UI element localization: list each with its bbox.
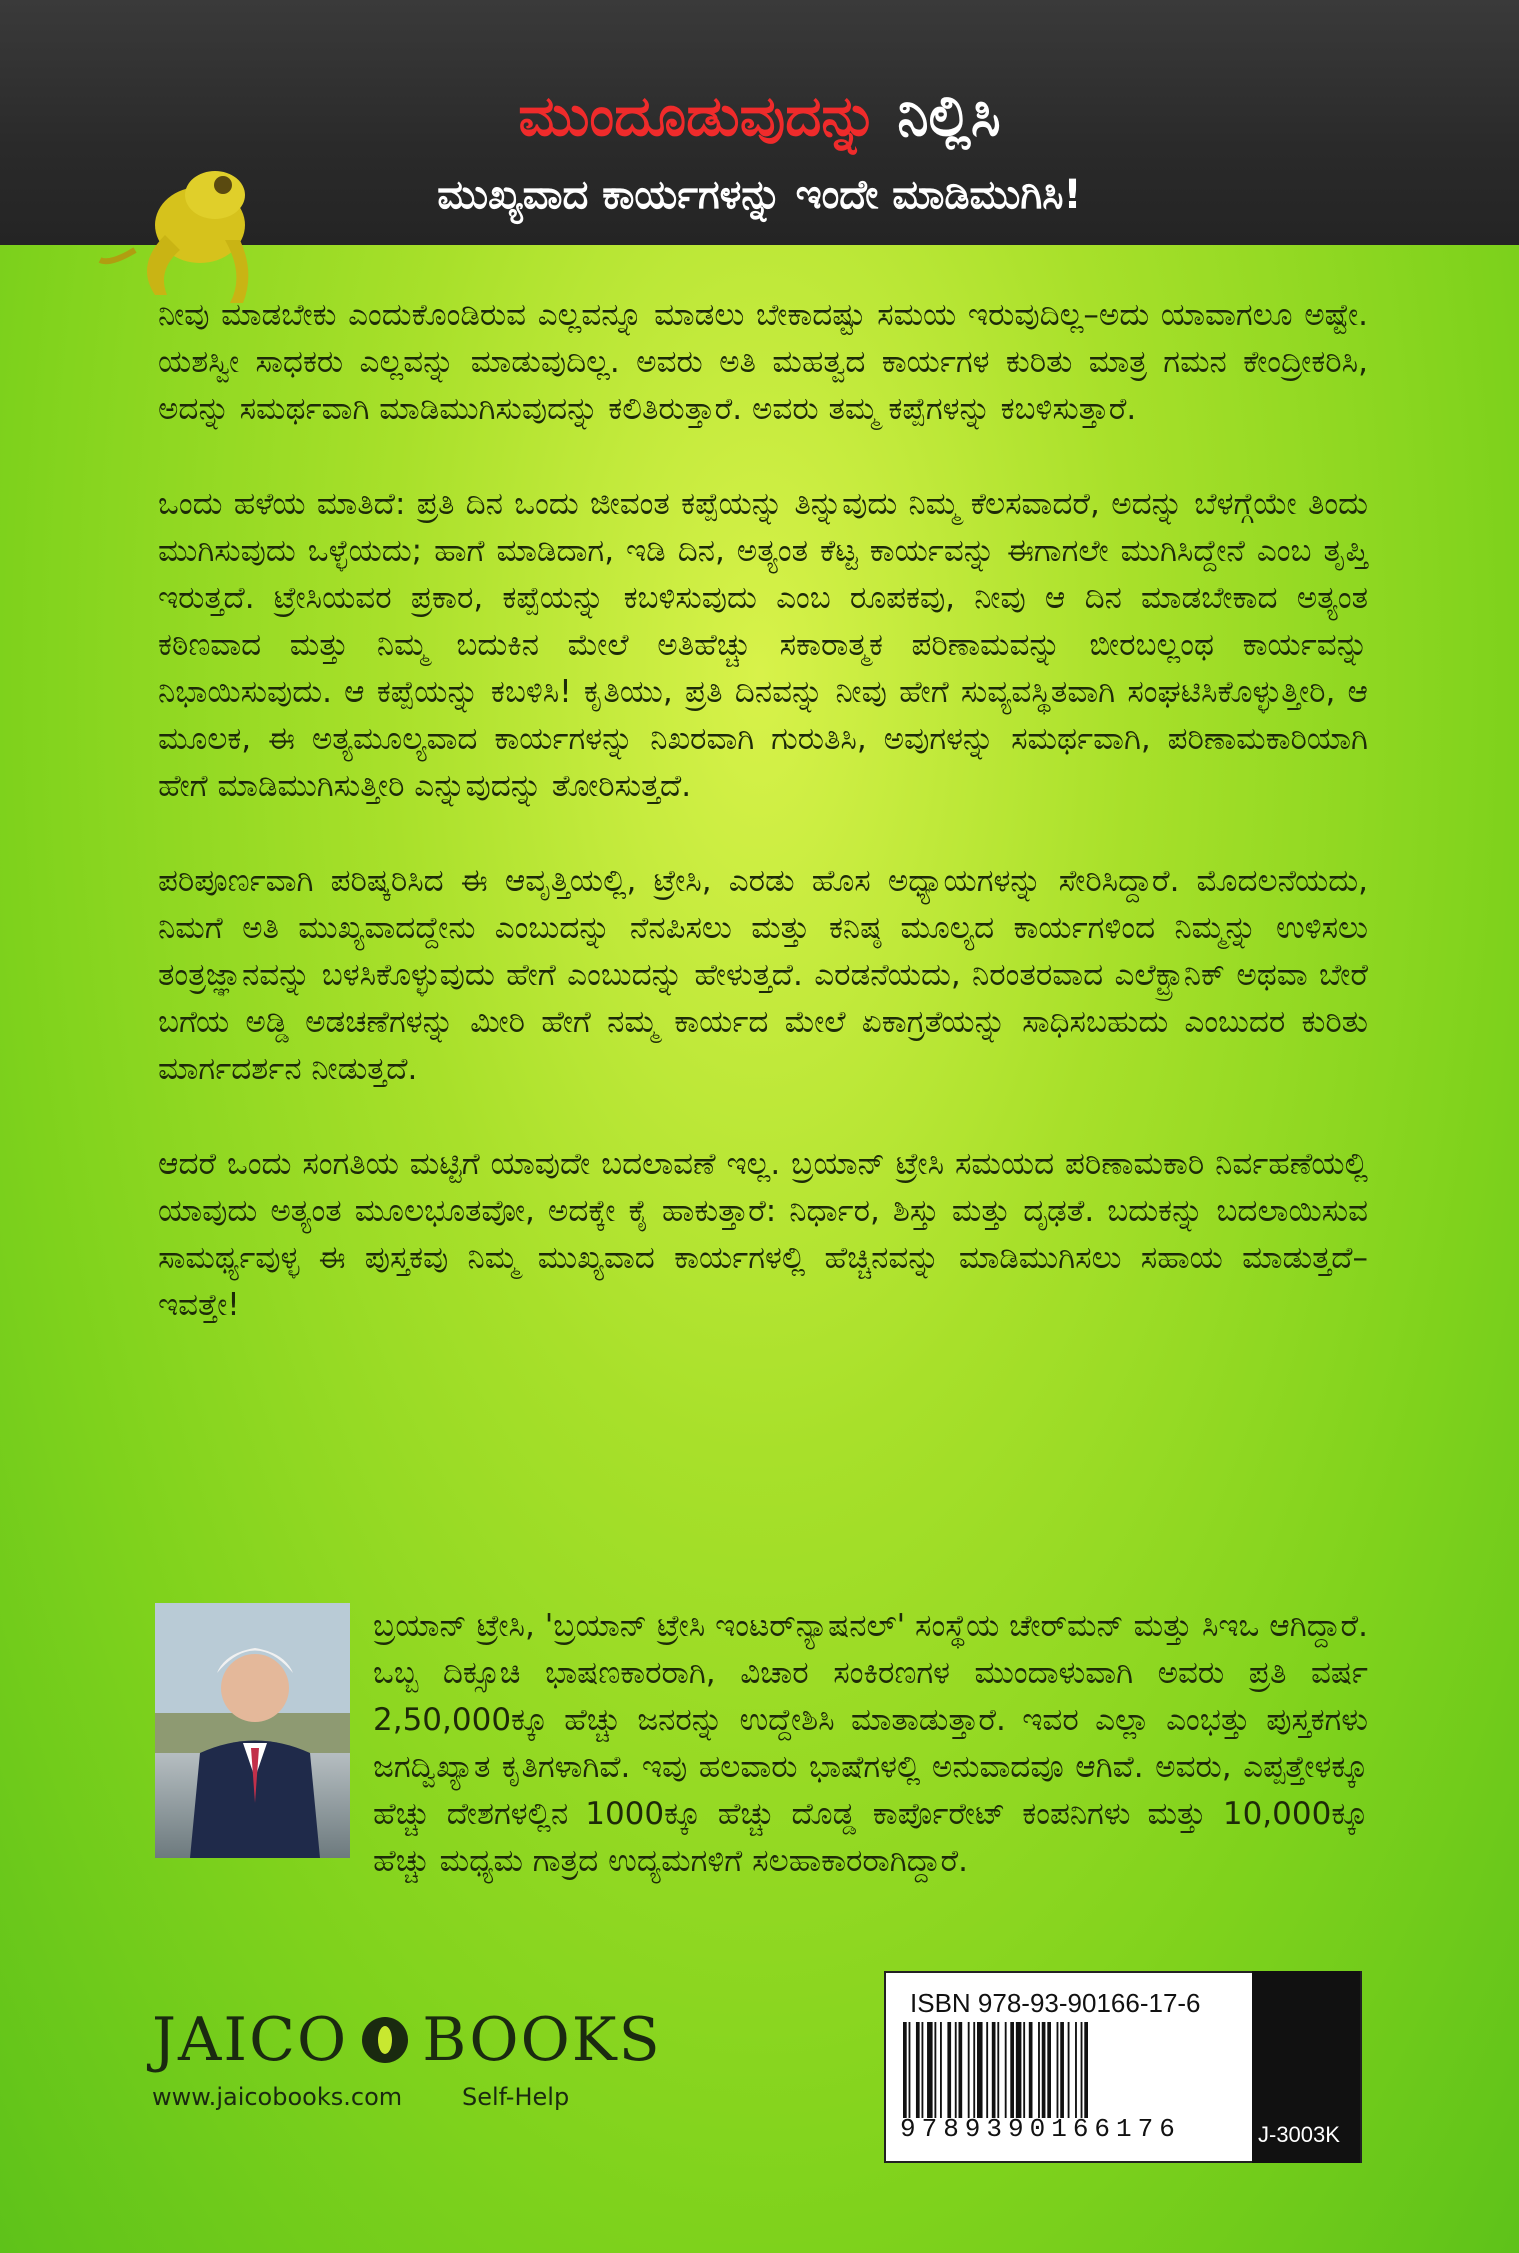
publisher-name-right: BOOKS [422,2005,662,2075]
book-subtitle: ಮುಖ್ಯವಾದ ಕಾರ್ಯಗಳನ್ನು ಇಂದೇ ಮಾಡಿಮುಗಿಸಿ! [437,172,1082,218]
title-red-part: ಮುಂದೂಡುವುದನ್ನು [518,84,878,149]
publisher-logo [152,2005,662,2075]
blurb-paragraph-2: ಒಂದು ಹಳೆಯ ಮಾತಿದೆ: ಪ್ರತಿ ದಿನ ಒಂದು ಜೀವಂತ ಕಪ್ಪೆಯನ್ನು ತಿನ್ನುವುದು ನಿಮ್ಮ ಕೆಲಸವಾದರೆ, ಅದನ್ನು ಬೆಳಗ್ಗೆಯೇ ತಿಂದು ಮುಗಿಸುವುದು ಒಳ್ಳೆಯದು; ಹಾಗೆ ಮಾಡಿದಾಗ, ಇಡಿ ದಿನ, ಅತ್ಯಂತ ಕೆಟ್ಟ ಕಾರ್ಯವನ್ನು ಈಗಾಗಲೇ ಮುಗಿಸಿದ್ದೇನೆ ಎಂಬ ತೃಪ್ತಿ ಇರುತ್ತದೆ. ಟ್ರೇಸಿಯವರ ಪ್ರಕಾರ, ಕಪ್ಪೆಯನ್ನು ಕಬಳಿಸುವುದು ಎಂಬ ರೂಪಕವು, ನೀವು ಆ ದಿನ ಮಾಡಬೇಕಾದ ಅತ್ಯಂತ ಕಠಿಣವಾದ ಮತ್ತು ನಿಮ್ಮ ಬದುಕಿನ ಮೇಲೆ ಅತಿಹೆಚ್ಚು ಸಕಾರಾತ್ಮಕ ಪರಿಣಾಮವನ್ನು ಬೀರಬಲ್ಲಂಥ ಕಾರ್ಯವನ್ನು ನಿಭಾಯಿಸುವುದು. ಆ ಕಪ್ಪೆಯನ್ನು ಕಬಳಿಸಿ! ಕೃತಿಯು, ಪ್ರತಿ ದಿನವನ್ನು ನೀವು ಹೇಗೆ ಸುವ್ಯವಸ್ಥಿತವಾಗಿ ಸಂಘಟಿಸಿಕೊಳ್ಳುತ್ತೀರಿ, ಆ ಮೂಲಕ, ಈ ಅತ್ಯಮೂಲ್ಯವಾದ ಕಾರ್ಯಗಳನ್ನು ನಿಖರವಾಗಿ ಗುರುತಿಸಿ, ಅವುಗಳನ್ನು ಸಮರ್ಥವಾಗಿ, ಪರಿಣಾಮಕಾರಿಯಾಗಿ ಹೇಗೆ ಮಾಡಿಮುಗಿಸುತ್ತೀರಿ ಎನ್ನುವುದನ್ನು ತೋರಿಸುತ್ತದೆ. [158,486,1368,804]
blurb-paragraph-4: ಆದರೆ ಒಂದು ಸಂಗತಿಯ ಮಟ್ಟಿಗೆ ಯಾವುದೇ ಬದಲಾವಣೆ ಇಲ್ಲ. ಬ್ರಯಾನ್ ಟ್ರೇಸಿ ಸಮಯದ ಪರಿಣಾಮಕಾರಿ ನಿರ್ವಹಣೆಯಲ್ಲಿ ಯಾವುದು ಅತ್ಯಂತ ಮೂಲಭೂತವೋ, ಅದಕ್ಕೇ ಕೈ ಹಾಕುತ್ತಾರೆ: ನಿರ್ಧಾರ, ಶಿಸ್ತು ಮತ್ತು ದೃಢತೆ. ಬದುಕನ್ನು ಬದಲಾಯಿಸುವ ಸಾಮರ್ಥ್ಯವುಳ್ಳ ಈ ಪುಸ್ತಕವು ನಿಮ್ಮ ಮುಖ್ಯವಾದ ಕಾರ್ಯಗಳಲ್ಲಿ ಹೆಚ್ಚಿನವನ್ನು ಮಾಡಿಮುಗಿಸಲು ಸಹಾಯ ಮಾಡುತ್ತದೆ– ಇವತ್ತೇ! [158,1146,1368,1323]
publisher-name-left: JAICO [152,2005,349,2075]
book-category: Self-Help [462,2083,570,2111]
barcode-number: 9789390166176 [900,2114,1181,2144]
publisher-website: www.jaicobooks.com [152,2083,403,2111]
title-white-part: ನಿಲ್ಲಿಸಿ [897,84,1001,149]
author-bio [158,1603,1368,1885]
blurb-paragraph-3: ಪರಿಪೂರ್ಣವಾಗಿ ಪರಿಷ್ಕರಿಸಿದ ಈ ಆವೃತ್ತಿಯಲ್ಲಿ, ಟ್ರೇಸಿ, ಎರಡು ಹೊಸ ಅಧ್ಯಾಯಗಳನ್ನು ಸೇರಿಸಿದ್ದಾರೆ. ಮೊದಲನೆಯದು, ನಿಮಗೆ ಅತಿ ಮುಖ್ಯವಾದದ್ದೇನು ಎಂಬುದನ್ನು ನೆನಪಿಸಲು ಮತ್ತು ಕನಿಷ್ಠ ಮೂಲ್ಯದ ಕಾರ್ಯಗಳಿಂದ ನಿಮ್ಮನ್ನು ಉಳಿಸಲು ತಂತ್ರಜ್ಞಾನವನ್ನು ಬಳಸಿಕೊಳ್ಳುವುದು ಹೇಗೆ ಎಂಬುದನ್ನು ಹೇಳುತ್ತದೆ. ಎರಡನೆಯದು, ನಿರಂತರವಾದ ಎಲೆಕ್ಟ್ರಾನಿಕ್ ಅಥವಾ ಬೇರೆ ಬಗೆಯ ಅಡ್ಡಿ ಅಡಚಣೆಗಳನ್ನು ಮೀರಿ ಹೇಗೆ ನಮ್ಮ ಕಾರ್ಯದ ಮೇಲೆ ಏಕಾಗ್ರತೆಯನ್ನು ಸಾಧಿಸಬಹುದು ಎಂಬುದರ ಕುರಿತು ಮಾರ್ಗದರ್ಶನ ನೀಡುತ್ತದೆ. [158,863,1368,1087]
blurb-paragraph-1: ನೀವು ಮಾಡಬೇಕು ಎಂದುಕೊಂಡಿರುವ ಎಲ್ಲವನ್ನೂ ಮಾಡಲು ಬೇಕಾದಷ್ಟು ಸಮಯ ಇರುವುದಿಲ್ಲ–ಅದು ಯಾವಾಗಲೂ ಅಷ್ಟೇ. ಯಶಸ್ವೀ ಸಾಧಕರು ಎಲ್ಲವನ್ನು ಮಾಡುವುದಿಲ್ಲ. ಅವರು ಅತಿ ಮಹತ್ವದ ಕಾರ್ಯಗಳ ಕುರಿತು ಮಾತ್ರ ಗಮನ ಕೇಂದ್ರೀಕರಿಸಿ, ಅದನ್ನು ಸಮರ್ಥವಾಗಿ ಮಾಡಿಮುಗಿಸುವುದನ್ನು ಕಲಿತಿರುತ್ತಾರೆ. ಅವರು ತಮ್ಮ ಕಪ್ಪೆಗಳನ್ನು ಕಬಳಿಸುತ್ತಾರೆ. [158,297,1368,427]
author-bio-text: ಬ್ರಯಾನ್ ಟ್ರೇಸಿ, 'ಬ್ರಯಾನ್ ಟ್ರೇಸಿ ಇಂಟರ್‌ನ್ಯಾಷನಲ್' ಸಂಸ್ಥೆಯ ಚೇರ್‌ಮನ್ ಮತ್ತು ಸಿಇಒ ಆಗಿದ್ದಾರೆ. ಒಬ್ಬ ದಿಕ್ಸೂಚಿ ಭಾಷಣಕಾರರಾಗಿ, ವಿಚಾರ ಸಂಕಿರಣಗಳ ಮುಂದಾಳುವಾಗಿ ಅವರು ಪ್ರತಿ ವರ್ಷ 2,50,000ಕ್ಕೂ ಹೆಚ್ಚು ಜನರನ್ನು ಉದ್ದೇಶಿಸಿ ಮಾತಾಡುತ್ತಾರೆ. ಇವರ ಎಲ್ಲಾ ಎಂಭತ್ತು ಪುಸ್ತಕಗಳು ಜಗದ್ವಿಖ್ಯಾತ ಕೃತಿಗಳಾಗಿವೆ. ಇವು ಹಲವಾರು ಭಾಷೆಗಳಲ್ಲಿ ಅನುವಾದವೂ ಆಗಿವೆ. ಅವರು, ಎಪ್ಪತ್ತೇಳಕ್ಕೂ ಹೆಚ್ಚು ದೇಶಗಳಲ್ಲಿನ 1000ಕ್ಕೂ ಹೆಚ್ಚು ದೊಡ್ಡ ಕಾರ್ಪೊರೇಟ್ ಕಂಪನಿಗಳು ಮತ್ತು 10,000ಕ್ಕೂ ಹೆಚ್ಚು ಮಧ್ಯಮ ಗಾತ್ರದ ಉದ್ಯಮಗಳಿಗೆ ಸಲಹಾಕಾರರಾಗಿದ್ದಾರೆ. [373,1608,1368,1879]
barcode-icon [903,2022,1238,2118]
isbn-label: ISBN 978-93-90166-17-6 [910,1988,1201,2018]
publisher-emblem-icon [362,2017,408,2063]
back-cover-blurb [158,292,1368,1377]
frog-illustration [95,155,285,310]
book-code: J-3003K [1258,2122,1340,2147]
book-title [0,82,1519,152]
